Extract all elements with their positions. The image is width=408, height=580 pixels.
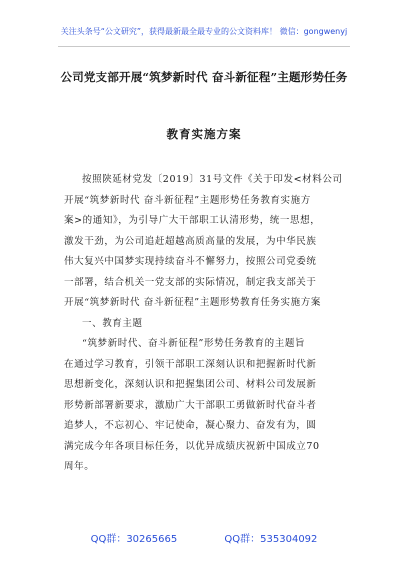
paragraph-line: 案>的通知》，为引导广大干部职工认清形势，统一思想， xyxy=(64,215,321,226)
paragraph-line: 追梦人，不忘初心、牢记使命，凝心聚力、奋发有为，圆 xyxy=(64,420,317,431)
paragraph-line: 满完成今年各项目标任务，以优异成绩庆祝新中国成立70 xyxy=(64,440,320,452)
paragraph-line: 周年。 xyxy=(64,461,95,472)
paragraph-line: 开展“筑梦新时代 奋斗新征程”主题形势教育任务实施方案 xyxy=(64,297,321,308)
header-promo-note: 关注头条号“公文研究”，获得最新最全最专业的公文资料库！ 微信：gongwenyj xyxy=(60,27,348,36)
paragraph-line: 激发干劲，为公司追赶超越高质高量的发展，为中华民族 xyxy=(64,235,317,247)
footer-qq-group-1: QQ群：30265665 xyxy=(90,534,178,545)
footer-qq-group-2: QQ群：535304092 xyxy=(224,534,318,545)
paragraph-line: “筑梦新时代、奋斗新征程”形势任务教育的主题旨 xyxy=(82,338,306,349)
paragraph-line: 形势新部署新要求，激励广大干部职工勇做新时代奋斗者 xyxy=(64,399,317,411)
paragraph-line: 按照陕延材党发〔2019〕31号文件《关于印发<材料公司 xyxy=(82,174,343,185)
footer-contact xyxy=(0,530,408,545)
paragraph-line: 伟大复兴中国梦实现持续奋斗不懈努力，按照公司党委统 xyxy=(64,256,317,267)
paragraph-line: 一部署，结合机关一党支部的实际情况，制定我支部关于 xyxy=(64,276,317,288)
document-title-line2: 教育实施方案 xyxy=(166,127,242,141)
paragraph-2 xyxy=(64,334,346,478)
header-divider xyxy=(58,46,350,47)
document-body xyxy=(64,170,346,478)
paragraph-1 xyxy=(64,170,346,314)
paragraph-line: 在通过学习教育，引领干部职工深刻认识和把握新时代新 xyxy=(64,358,317,370)
section-heading: 一、教育主题 xyxy=(82,317,143,329)
paragraph-line: 开展“筑梦新时代 奋斗新征程”主题形势任务教育实施方 xyxy=(64,194,311,206)
document-title-line1: 公司党支部开展“筑梦新时代 奋斗新征程”主题形势任务 xyxy=(60,70,348,84)
paragraph-line: 思想新变化，深刻认识和把握集团公司、材料公司发展新 xyxy=(64,379,317,390)
